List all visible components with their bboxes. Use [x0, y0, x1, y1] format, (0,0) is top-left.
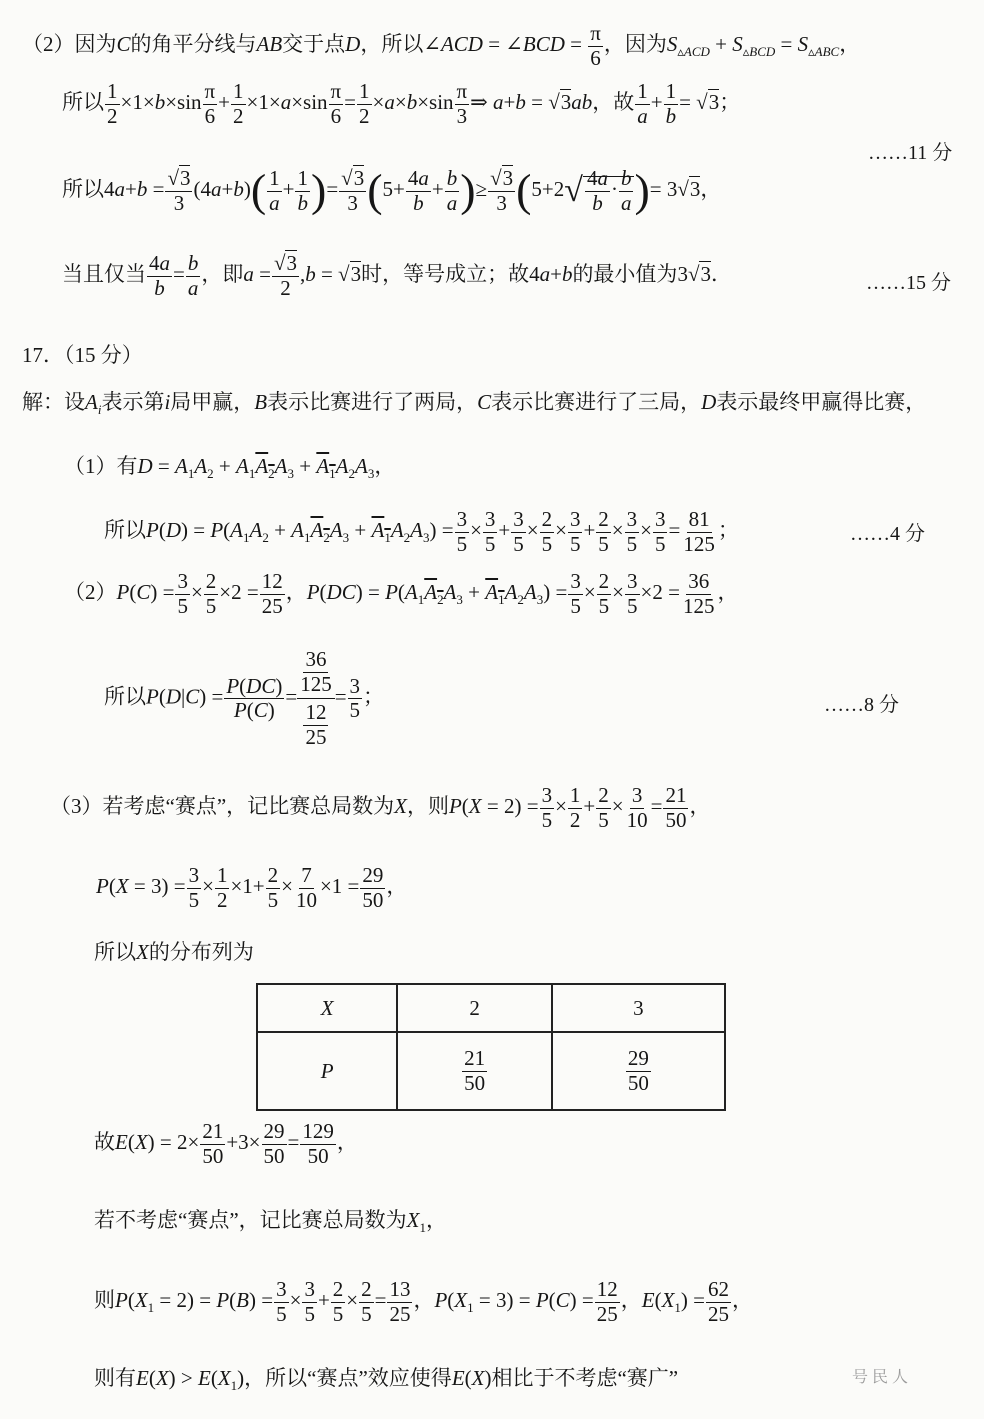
- table-header-cell: 2: [397, 984, 551, 1032]
- no-point-probs: 则$P(X_1 = 2) = P(B)$ = $\frac{3}{5}$ × $\frac{3}{5}$ + $\frac{2}{5}$ × $\frac{2}{5}$ = $\frac{13}{25}$ ，$P(X_1 = 3) = P(C)$ = $\frac{12}{25}$ ，$E(X_1)$ = $\frac{62}{25}$ ，: [94, 1277, 753, 1326]
- table-row-label: P: [257, 1032, 397, 1110]
- expectation-line: 故E(X) = 2× $\frac{21}{50}$ +3× $\frac{29}{50}$ = $\frac{129}{50}$ ，: [94, 1119, 358, 1168]
- table-header-cell: 3: [552, 984, 725, 1032]
- score-4: ……4 分: [850, 523, 925, 545]
- part1-def: （1）有$D = A_1A_2 + A_1A_2A_3 + A_1A_2A_3$，: [64, 454, 396, 482]
- q17-title: 17．（15 分）: [22, 343, 143, 367]
- score-8: ……8 分: [824, 694, 899, 716]
- distribution-table: [256, 983, 726, 1111]
- no-point-intro: 若不考虑“赛点”，记比赛总局数为$X_1$，: [94, 1208, 447, 1236]
- q17-setup: 解：设$A_i$表示第i局甲赢，B表示比赛进行了两局，C表示比赛进行了三局，D表示最终甲赢得比赛，: [22, 390, 927, 418]
- score-11: ……11 分: [868, 142, 953, 164]
- part2-line1: （2）因为C的角平分线与AB交于点D，所以∠ACD = ∠BCD = $\frac{\pi}{6}$ ，因为$S_{▵ACD} + S_{▵BCD} = S_{▵ABC}$，: [22, 21, 861, 70]
- part3-x2: （3）若考虑“赛点”，记比赛总局数为X，则P(X = 2) = $\frac{3}{5}$ × $\frac{1}{2}$ + $\frac{2}{5}$ × $\frac{3}{10}$ = $\frac{21}{50}$ ，: [50, 783, 711, 832]
- watermark: 号 民 人: [852, 1369, 909, 1386]
- fraction: $\frac{\pi}{6}$: [590, 21, 601, 70]
- table-cell: $\frac{21}{50}$: [397, 1032, 551, 1110]
- part2-label: （2）因为: [22, 31, 117, 56]
- table-cell: $\frac{29}{50}$: [552, 1032, 725, 1110]
- part2-prob: （2）P(C) = $\frac{3}{5}$ × $\frac{2}{5}$ ×2 = $\frac{12}{25}$ ，$P(DC) = P(A_1A_2A_3 + A_1A_2A_3)$ = $\frac{3}{5}$ × $\frac{2}{5}$ × $\frac{3}{5}$ ×2 = $\frac{36}{125}$ ，: [64, 569, 739, 618]
- table-row: [257, 984, 725, 1032]
- part2-cond: 所以P(D|C) = $\frac{P(DC)}{P(C)}$ = 36 125 12 25 = $\frac{3}{5}$ ；: [104, 647, 385, 749]
- table-header-cell: X: [257, 984, 397, 1032]
- table-row: [257, 1032, 725, 1110]
- part2-line2: 所以 $\frac{1}{2}$ ×1×b×sin $\frac{\pi}{6}$ + $\frac{1}{2}$ ×1×a×sin $\frac{\pi}{6}$ = $\frac{1}{2}$ ×a×b×sin $\frac{\pi}{3}$ ⇒ a+b = √3ab，故 $\frac{1}{a}$ + $\frac{1}{b}$ = √3；: [62, 79, 741, 128]
- part3-x3: P(X = 3) = $\frac{3}{5}$ × $\frac{1}{2}$ ×1+ $\frac{2}{5}$ × $\frac{7}{10}$ ×1 = $\frac{29}{50}$ ，: [96, 863, 408, 912]
- score-15: ……15 分: [866, 272, 951, 294]
- final-line: 则有$E(X) > E(X_1)$，所以“赛点”效应使得E(X)相比于不考虑“赛广”: [94, 1366, 679, 1394]
- part2-line4: 当且仅当 $\frac{4a}{b}$ = $\frac{b}{a}$ ，即a = $\frac{√3}{2}$ ,b = √3时，等号成立；故4a+b的最小值为3√3．: [62, 251, 732, 300]
- part2-line3: 所以4a+b = $\frac{√3}{3}$ (4a+b)( $\frac{1}{a}$ + $\frac{1}{b}$ )= $\frac{√3}{3}$ (5+ $\frac{4a}{b}$ + $\frac{b}{a}$ )≥ $\frac{√3}{3}$ (5+2√ $\frac{4a}{b}$ · $\frac{b}{a}$ )= 3√3，: [62, 164, 722, 216]
- part3-dist-label: 所以X的分布列为: [94, 940, 254, 964]
- part1-prob: 所以$P(D) = P(A_1A_2 + A_1A_2A_3 + A_1A_2A_3)$ = $\frac{3}{5}$ × $\frac{3}{5}$ + $\frac{3}{5}$ × $\frac{2}{5}$ × $\frac{3}{5}$ + $\frac{2}{5}$ × $\frac{3}{5}$ × $\frac{3}{5}$ = $\frac{81}{125}$ ；: [104, 507, 739, 556]
